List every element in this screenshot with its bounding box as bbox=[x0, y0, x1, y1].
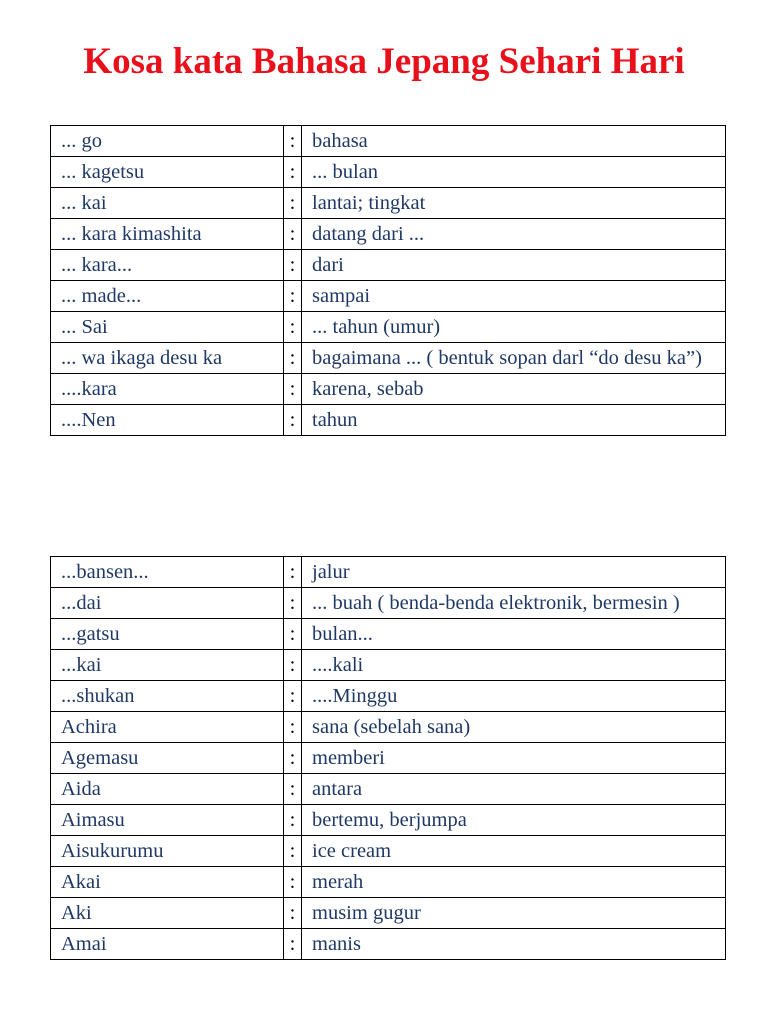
vocabulary-table-2 bbox=[50, 556, 726, 960]
separator-colon: : bbox=[284, 312, 302, 343]
table-row bbox=[51, 681, 726, 712]
table-row bbox=[51, 774, 726, 805]
vocab-word: ...gatsu bbox=[51, 619, 284, 650]
vocab-word: Agemasu bbox=[51, 743, 284, 774]
vocab-word: ...shukan bbox=[51, 681, 284, 712]
vocab-word: ... kagetsu bbox=[51, 157, 284, 188]
table-row bbox=[51, 867, 726, 898]
table-row bbox=[51, 929, 726, 960]
table-row bbox=[51, 619, 726, 650]
vocab-word: ... kai bbox=[51, 188, 284, 219]
separator-colon: : bbox=[284, 343, 302, 374]
table-row bbox=[51, 405, 726, 436]
separator-colon: : bbox=[284, 557, 302, 588]
vocab-meaning: ... bulan bbox=[302, 157, 726, 188]
separator-colon: : bbox=[284, 898, 302, 929]
vocab-word: ...dai bbox=[51, 588, 284, 619]
vocab-meaning: merah bbox=[302, 867, 726, 898]
table-row bbox=[51, 805, 726, 836]
vocab-meaning: bahasa bbox=[302, 126, 726, 157]
table-row bbox=[51, 588, 726, 619]
table-row bbox=[51, 743, 726, 774]
vocab-word: Achira bbox=[51, 712, 284, 743]
table-row bbox=[51, 312, 726, 343]
vocab-meaning: ice cream bbox=[302, 836, 726, 867]
vocab-word: ... made... bbox=[51, 281, 284, 312]
separator-colon: : bbox=[284, 929, 302, 960]
table-row bbox=[51, 836, 726, 867]
separator-colon: : bbox=[284, 588, 302, 619]
table-row bbox=[51, 343, 726, 374]
table-row bbox=[51, 126, 726, 157]
vocab-meaning: memberi bbox=[302, 743, 726, 774]
separator-colon: : bbox=[284, 157, 302, 188]
page-title: Kosa kata Bahasa Jepang Sehari Hari bbox=[83, 41, 685, 82]
separator-colon: : bbox=[284, 712, 302, 743]
vocab-word: Aimasu bbox=[51, 805, 284, 836]
vocab-word: Aki bbox=[51, 898, 284, 929]
separator-colon: : bbox=[284, 805, 302, 836]
vocab-meaning: karena, sebab bbox=[302, 374, 726, 405]
vocab-meaning: antara bbox=[302, 774, 726, 805]
vocab-word: ... go bbox=[51, 126, 284, 157]
separator-colon: : bbox=[284, 188, 302, 219]
vocab-word: Amai bbox=[51, 929, 284, 960]
vocabulary-table-2-body bbox=[51, 557, 726, 960]
vocab-meaning: ....Minggu bbox=[302, 681, 726, 712]
separator-colon: : bbox=[284, 219, 302, 250]
table-row bbox=[51, 250, 726, 281]
separator-colon: : bbox=[284, 836, 302, 867]
vocab-meaning: ....kali bbox=[302, 650, 726, 681]
vocab-meaning: ... buah ( benda-benda elektronik, bermesin ) bbox=[302, 588, 726, 619]
vocab-meaning: manis bbox=[302, 929, 726, 960]
vocab-word: ....Nen bbox=[51, 405, 284, 436]
separator-colon: : bbox=[284, 867, 302, 898]
vocabulary-table-1-body bbox=[51, 126, 726, 436]
separator-colon: : bbox=[284, 650, 302, 681]
vocab-word: ....kara bbox=[51, 374, 284, 405]
table-row bbox=[51, 374, 726, 405]
vocab-word: ... wa ikaga desu ka bbox=[51, 343, 284, 374]
vocabulary-table-1 bbox=[50, 125, 726, 436]
vocab-meaning: jalur bbox=[302, 557, 726, 588]
vocab-word: ... Sai bbox=[51, 312, 284, 343]
separator-colon: : bbox=[284, 405, 302, 436]
vocab-meaning: bertemu, berjumpa bbox=[302, 805, 726, 836]
vocab-meaning: musim gugur bbox=[302, 898, 726, 929]
separator-colon: : bbox=[284, 681, 302, 712]
vocab-word: Aida bbox=[51, 774, 284, 805]
table-row bbox=[51, 898, 726, 929]
vocab-meaning: lantai; tingkat bbox=[302, 188, 726, 219]
separator-colon: : bbox=[284, 374, 302, 405]
separator-colon: : bbox=[284, 281, 302, 312]
separator-colon: : bbox=[284, 250, 302, 281]
table-row bbox=[51, 557, 726, 588]
vocab-word: Akai bbox=[51, 867, 284, 898]
table-row bbox=[51, 650, 726, 681]
vocab-meaning: datang dari ... bbox=[302, 219, 726, 250]
separator-colon: : bbox=[284, 619, 302, 650]
vocab-meaning: dari bbox=[302, 250, 726, 281]
table-row bbox=[51, 157, 726, 188]
vocab-meaning: bulan... bbox=[302, 619, 726, 650]
table-row bbox=[51, 712, 726, 743]
vocab-word: ...kai bbox=[51, 650, 284, 681]
vocab-word: ... kara... bbox=[51, 250, 284, 281]
vocab-word: ...bansen... bbox=[51, 557, 284, 588]
separator-colon: : bbox=[284, 743, 302, 774]
table-row bbox=[51, 281, 726, 312]
table-row bbox=[51, 219, 726, 250]
vocab-meaning: sana (sebelah sana) bbox=[302, 712, 726, 743]
table-row bbox=[51, 188, 726, 219]
vocab-meaning: bagaimana ... ( bentuk sopan darl “do desu ka”) bbox=[302, 343, 726, 374]
vocab-meaning: tahun bbox=[302, 405, 726, 436]
vocab-word: Aisukurumu bbox=[51, 836, 284, 867]
vocab-meaning: sampai bbox=[302, 281, 726, 312]
vocab-meaning: ... tahun (umur) bbox=[302, 312, 726, 343]
separator-colon: : bbox=[284, 126, 302, 157]
separator-colon: : bbox=[284, 774, 302, 805]
vocab-word: ... kara kimashita bbox=[51, 219, 284, 250]
